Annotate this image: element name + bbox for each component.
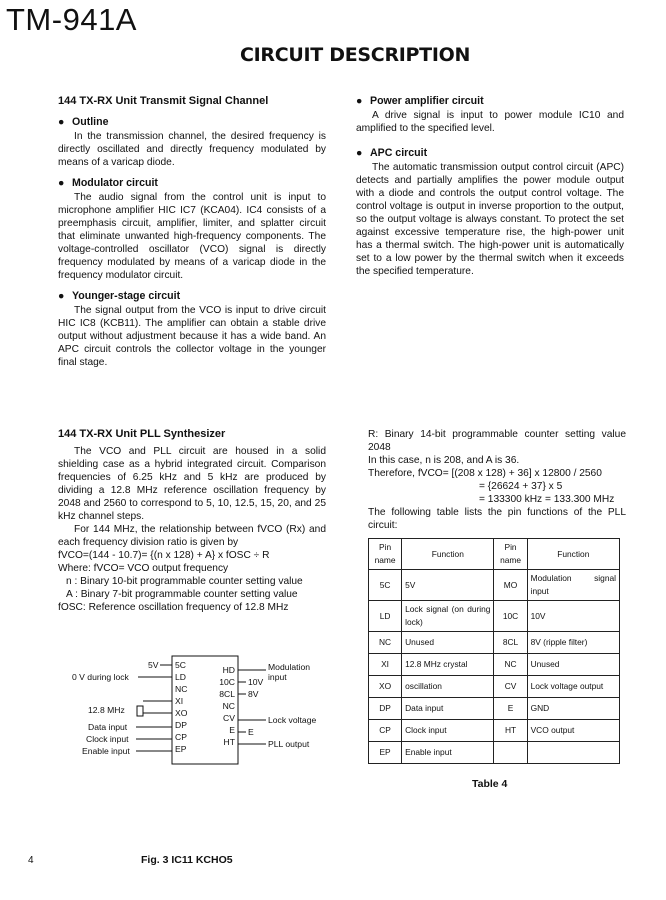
- pll-def-f: fOSC: Reference oscillation frequency of 12.8 MHz: [58, 602, 289, 613]
- label-clock: Clock input: [86, 734, 129, 744]
- outline-heading: ● Outline: [58, 116, 109, 128]
- apc-text: The automatic transmission output control circuit (APC) detects and partially amplifies the power module output with a diode and controls the output control voltage. The control voltage is output in inverse proportion to the output, so the output voltage is always constant. To protect the set against excessive temperature rise, the high-power unit has a thermal switch. The high-power unit is automatically set to a low power by the thermal switch when it exceeds the specified temperature.: [356, 162, 624, 277]
- function-cell: Unused: [527, 654, 619, 676]
- page-title: CIRCUIT DESCRIPTION: [240, 44, 471, 66]
- table-row: [369, 698, 620, 720]
- table-header: Pin name: [369, 539, 402, 570]
- function-cell: Clock input: [402, 720, 494, 742]
- pin-name-cell: NC: [369, 632, 402, 654]
- pin-name-cell: [494, 742, 527, 764]
- pin-table: [368, 538, 620, 764]
- label-lock: 0 V during lock: [72, 672, 129, 682]
- label-pll-output: PLL output: [268, 739, 310, 749]
- label-10v: 10V: [248, 677, 264, 687]
- label-e: E: [248, 727, 254, 737]
- label-xtal: 12.8 MHz: [88, 705, 125, 715]
- bullet-icon: ●: [58, 290, 65, 302]
- table-row: [369, 601, 620, 632]
- pll-calc-section: [368, 428, 626, 764]
- pll-def-r: R: Binary 14-bit programmable counter setting value 2048: [368, 429, 626, 453]
- table-row: [369, 632, 620, 654]
- pin-name-cell: XI: [369, 654, 402, 676]
- function-cell: Lock voltage output: [527, 676, 619, 698]
- ic-left-pin-label: EP: [175, 744, 187, 754]
- ic-left-pin-label: DP: [175, 720, 187, 730]
- younger-text: The signal output from the VCO is input to drive circuit HIC IC8 (KCB11). The amplifier can obtain a stable drive output without adjustment because it has a wide band. An APC circuit controls the collector voltage in the younger final stage.: [58, 305, 326, 368]
- function-cell: 10V: [527, 601, 619, 632]
- pin-name-cell: EP: [369, 742, 402, 764]
- pll-def-n: n : Binary 10-bit programmable counter setting value: [66, 576, 303, 587]
- ic-left-pin-label: 5C: [175, 660, 186, 670]
- ic-left-pin-label: NC: [175, 684, 188, 694]
- function-cell: 5V: [402, 570, 494, 601]
- pin-name-cell: LD: [369, 601, 402, 632]
- table-header: Pin name: [494, 539, 527, 570]
- function-cell: Modulation signal input: [527, 570, 619, 601]
- pin-name-cell: HT: [494, 720, 527, 742]
- pll-table-intro: The following table lists the pin functions of the PLL circuit:: [368, 507, 626, 531]
- bullet-icon: ●: [58, 177, 65, 189]
- ic-right-pin-label: HD: [222, 665, 235, 675]
- table-row: [369, 742, 620, 764]
- bullet-icon: ●: [58, 116, 65, 128]
- bullet-icon: ●: [356, 147, 363, 159]
- pin-name-cell: 5C: [369, 570, 402, 601]
- ic-right-pin-label: 10C: [219, 677, 235, 687]
- function-cell: Unused: [402, 632, 494, 654]
- ic-left-pin-label: XI: [175, 696, 184, 706]
- ic-left-pin-label: CP: [175, 732, 187, 742]
- power-heading: ● Power amplifier circuit: [356, 95, 484, 107]
- pin-name-cell: 8CL: [494, 632, 527, 654]
- pll-case: In this case, n is 208, and A is 36.: [368, 455, 520, 466]
- function-cell: GND: [527, 698, 619, 720]
- ic-right-pin-label: NC: [222, 701, 235, 711]
- younger-heading: ● Younger-stage circuit: [58, 290, 181, 302]
- power-text: A drive signal is input to power module IC10 and amplified to the specified level.: [356, 110, 624, 134]
- pin-name-cell: MO: [494, 570, 527, 601]
- power-section: [356, 95, 624, 278]
- function-cell: Enable input: [402, 742, 494, 764]
- ic-right-pin-label: CV: [223, 713, 235, 723]
- figure-caption: Fig. 3 IC11 KCHO5: [141, 854, 233, 866]
- label-modulation-input: input: [268, 672, 287, 682]
- function-cell: Lock signal (on during lock): [402, 601, 494, 632]
- pin-name-cell: XO: [369, 676, 402, 698]
- table-header: Function: [527, 539, 619, 570]
- ic-right-pin-label: E: [229, 725, 235, 735]
- label-8v: 8V: [248, 689, 259, 699]
- bullet-icon: ●: [356, 95, 363, 107]
- transmit-section: [58, 95, 326, 369]
- ic-right-pin-label: HT: [223, 737, 235, 747]
- table-header: Function: [402, 539, 494, 570]
- apc-heading: ● APC circuit: [356, 147, 428, 159]
- function-cell: 12.8 MHz crystal: [402, 654, 494, 676]
- function-cell: [527, 742, 619, 764]
- pin-name-cell: DP: [369, 698, 402, 720]
- pll-calc3: = 133300 kHz = 133.300 MHz: [479, 494, 615, 505]
- pin-name-cell: CV: [494, 676, 527, 698]
- transmit-title: 144 TX-RX Unit Transmit Signal Channel: [58, 95, 269, 107]
- label-5v: 5V: [148, 660, 159, 670]
- pll-title: 144 TX-RX Unit PLL Synthesizer: [58, 428, 226, 440]
- modulator-text: The audio signal from the control unit is input to microphone amplifier HIC IC7 (KCA04). IC4 consists of a preemphasis circuit, amplifier, limiter, and splatter circuit that eliminate unwanted high-frequency components. The voltage-controlled oscillator (VCO) signal is directly frequency modulated by means of a varicap diode in the frequency modulator circuit.: [58, 192, 326, 281]
- crystal-icon: [137, 706, 143, 716]
- ic-left-pin-label: LD: [175, 672, 186, 682]
- modulator-heading: ● Modulator circuit: [58, 177, 158, 189]
- pll-calc2: = {26624 + 37} x 5: [479, 481, 563, 492]
- pll-def-a: A : Binary 7-bit programmable counter setting value: [66, 589, 298, 600]
- outline-text: In the transmission channel, the desired frequency is directly oscillated and directly frequency modulated by means of a varicap diode.: [58, 131, 326, 168]
- ic-pin-diagram: [60, 650, 340, 770]
- pll-formula: fVCO=(144 - 10.7)= {(n x 128) + A} x fOSC ÷ R: [58, 550, 270, 561]
- model-number: TM-941A: [6, 2, 137, 37]
- label-data: Data input: [88, 722, 128, 732]
- pin-name-cell: NC: [494, 654, 527, 676]
- function-cell: Data input: [402, 698, 494, 720]
- ic-right-pin-label: 8CL: [219, 689, 235, 699]
- pin-name-cell: E: [494, 698, 527, 720]
- pin-name-cell: CP: [369, 720, 402, 742]
- function-cell: oscillation: [402, 676, 494, 698]
- label-lock-voltage: Lock voltage: [268, 715, 317, 725]
- function-cell: VCO output: [527, 720, 619, 742]
- pll-section: [58, 428, 326, 614]
- pin-name-cell: 10C: [494, 601, 527, 632]
- table-row: [369, 570, 620, 601]
- table-row: [369, 720, 620, 742]
- label-modulation: Modulation: [268, 662, 311, 672]
- table-row: [369, 676, 620, 698]
- pll-para1: The VCO and PLL circuit are housed in a solid shielding case as a hybrid integrated circuit. Comparison frequencies of 6.25 kHz and 5 kHz are produced by dividing a 12.8 MHz reference oscillation frequency by 2048 and 2560 to correspond to 5, 10, 12.5, 15, 20, and 25 kHz channel steps.: [58, 446, 326, 522]
- pll-calc1: Therefore, fVCO= [(208 x 128) + 36] x 12800 / 2560: [368, 468, 602, 479]
- table-header-row: [369, 539, 620, 570]
- table-caption: Table 4: [472, 778, 508, 790]
- pll-para2: For 144 MHz, the relationship between fVCO (Rx) and each frequency division ratio is given by: [58, 524, 326, 548]
- pll-where: Where: fVCO= VCO output frequency: [58, 563, 229, 574]
- function-cell: 8V (ripple filter): [527, 632, 619, 654]
- table-row: [369, 654, 620, 676]
- page-number: 4: [28, 855, 34, 866]
- ic-left-pin-label: XO: [175, 708, 188, 718]
- label-enable: Enable input: [82, 746, 130, 756]
